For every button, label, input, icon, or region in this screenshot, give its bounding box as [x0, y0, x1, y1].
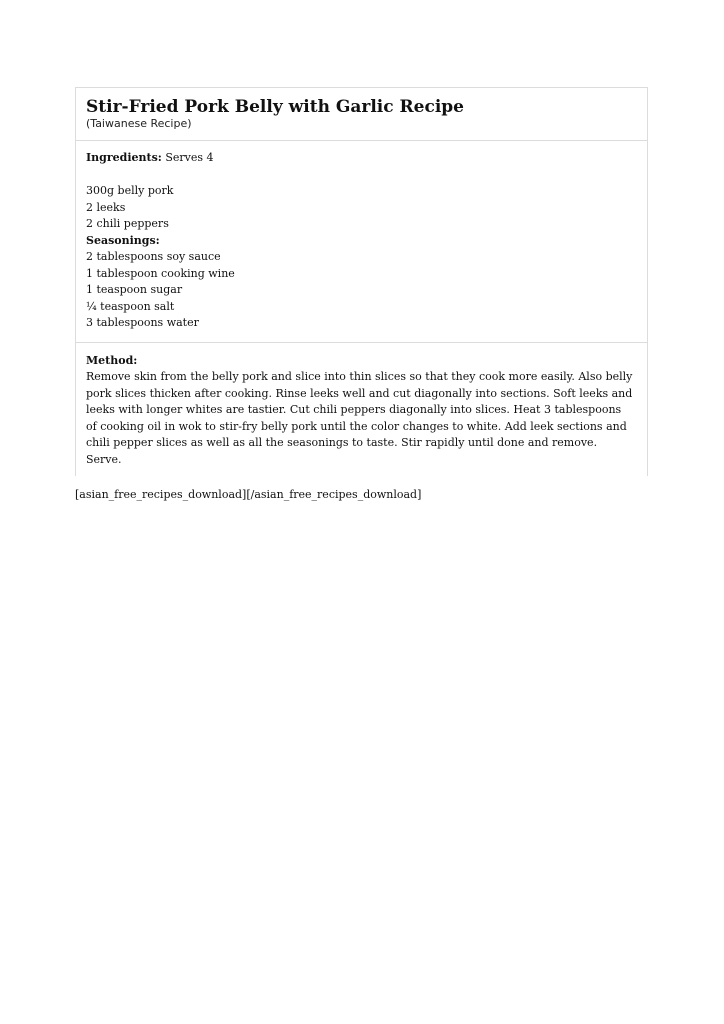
seasoning-item: 1 tablespoon cooking wine [86, 266, 235, 280]
method-label: Method: [86, 353, 138, 367]
seasoning-item: 3 tablespoons water [86, 316, 199, 329]
recipe-header [76, 88, 647, 141]
ingredients-section [76, 141, 647, 342]
ingredient-item: 300g belly pork [86, 184, 174, 197]
seasoning-item: 1 teaspoon sugar [86, 283, 183, 296]
spacer [86, 167, 637, 184]
recipe-card [75, 87, 648, 476]
seasonings-label: Seasonings: [86, 233, 160, 247]
method-line: pork slices thicken after cooking. Rinse leeks well and cut diagonally into sections. Soft leeks and [86, 386, 633, 400]
method-line: Serve. [86, 452, 122, 466]
ingredient-item: 2 chili peppers [86, 217, 169, 230]
method-line: of cooking oil in wok to stir-fry belly pork until the color changes to white. Add leek sections and [86, 419, 627, 433]
ingredient-item: 2 leeks [86, 200, 126, 214]
method-section [76, 342, 647, 477]
download-shortcode: [asian_free_recipes_download][/asian_free_recipes_download] [75, 488, 422, 501]
serves-text: Serves 4 [161, 151, 214, 164]
method-line: chili pepper slices as well as all the seasonings to taste. Stir rapidly until done and remove. [86, 436, 598, 449]
ingredients-heading [86, 150, 637, 167]
seasoning-item: ¼ teaspoon salt [86, 299, 175, 313]
recipe-title: Stir-Fried Pork Belly with Garlic Recipe [86, 97, 464, 117]
ingredients-label: Ingredients: [86, 151, 162, 164]
method-line: Remove skin from the belly pork and slice into thin slices so that they cook more easily. Also belly [86, 370, 633, 383]
seasoning-item: 2 tablespoons soy sauce [86, 250, 221, 263]
method-line: leeks with longer whites are tastier. Cut chili peppers diagonally into slices. Heat 3 tablespoons [86, 403, 622, 416]
recipe-subtitle: (Taiwanese Recipe) [86, 117, 192, 130]
